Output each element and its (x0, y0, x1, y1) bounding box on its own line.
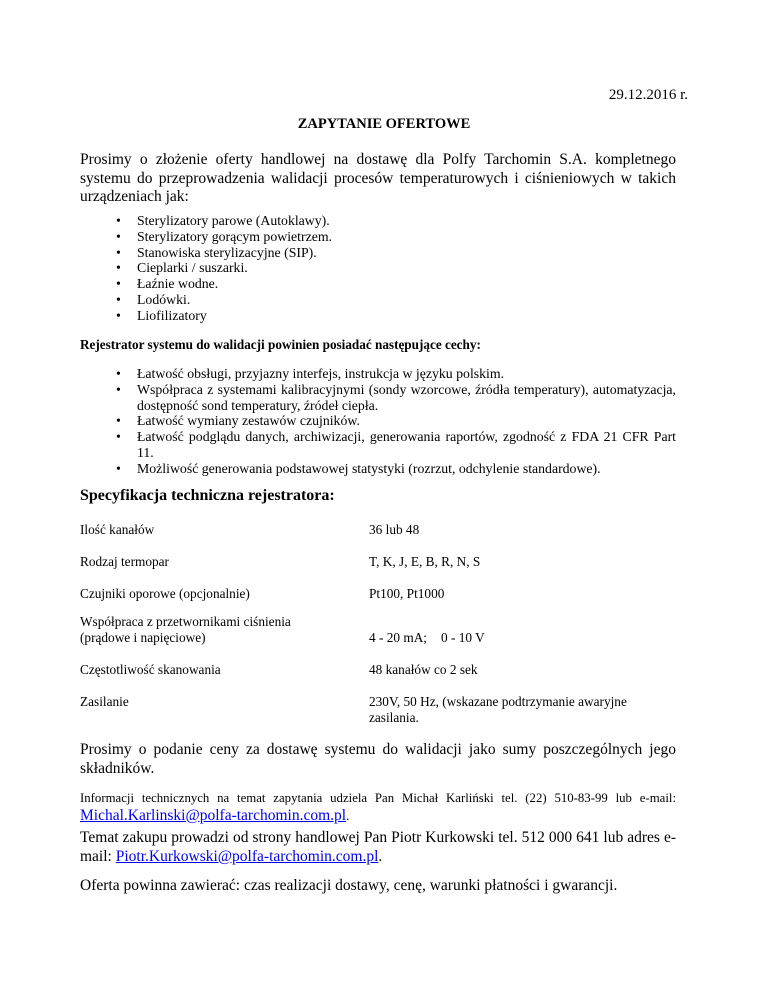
technical-contact-end: . (346, 809, 350, 823)
list-item: • Sterylizatory gorącym powietrzem. (80, 229, 676, 245)
list-item: • Łatwość wymiany zestawów czujników. (80, 413, 676, 429)
list-item: • Stanowiska sterylizacyjne (SIP). (80, 245, 676, 261)
spec-value: Pt100, Pt1000 (369, 586, 445, 601)
spec-value-voltage: 0 - 10 V (441, 630, 485, 645)
features-heading: Rejestrator systemu do walidacji powinien posiadać następujące cechy: (80, 337, 481, 352)
spec-value: 36 lub 48 (369, 522, 420, 537)
spec-label: Częstotliwość skanowania (80, 662, 221, 677)
spec-value: T, K, J, E, B, R, N, S (369, 554, 481, 569)
spec-value: 48 kanałów co 2 sek (369, 662, 478, 677)
list-item: • Lodówki. (80, 292, 676, 308)
spec-label: Ilość kanałów (80, 522, 155, 537)
technical-contact-email-link[interactable]: Michal.Karlinski@polfa-tarchomin.com.pl (80, 807, 347, 824)
list-item: • Sterylizatory parowe (Autoklawy). (80, 213, 676, 229)
list-item: • Liofilizatory (80, 308, 676, 324)
spec-value (369, 630, 699, 646)
purchase-contact-text: Temat zakupu prowadzi od strony handlowej Pan Piotr Kurkowski tel. 512 000 641 lub adres e-mail: (80, 829, 676, 865)
spec-label: Rodzaj termopar (80, 554, 169, 569)
purchase-contact-paragraph (80, 829, 676, 866)
spec-heading: Specyfikacja techniczna rejestratora: (80, 487, 335, 504)
list-item: • Cieplarki / suszarki. (80, 260, 676, 276)
list-item: • Łaźnie wodne. (80, 276, 676, 292)
intro-paragraph: Prosimy o złożenie oferty handlowej na dostawę dla Polfy Tarchomin S.A. kompletnego systemu do przeprowadzenia walidacji procesów temperaturowych i ciśnieniowych w takich urządzeniach jak: (80, 151, 676, 205)
list-item: • Łatwość obsługi, przyjazny interfejs, instrukcja w języku polskim. (80, 366, 676, 382)
technical-contact-paragraph (80, 789, 676, 825)
document-title: ZAPYTANIE OFERTOWE (297, 116, 471, 132)
features-list (80, 366, 676, 477)
spec-label: Czujniki oporowe (opcjonalnie) (80, 586, 250, 601)
spec-value-current: 4 - 20 mA; (369, 630, 427, 645)
spec-label: Zasilanie (80, 694, 129, 709)
spec-label: Współpraca z przetwornikami ciśnienia (prądowe i napięciowe) (80, 614, 291, 645)
devices-list (80, 213, 676, 324)
list-item: • Łatwość podglądu danych, archiwizacji, generowania raportów, zgodność z FDA 21 CFR Part 11. (80, 429, 676, 461)
purchase-contact-email-link[interactable]: Piotr.Kurkowski@polfa-tarchomin.com.pl (115, 847, 379, 865)
list-item: • Możliwość generowania podstawowej statystyki (rozrzut, odchylenie standardowe). (80, 461, 676, 477)
price-request-paragraph: Prosimy o podanie ceny za dostawę systemu do walidacji jako sumy poszczególnych jego składników. (80, 741, 676, 777)
spec-value: 230V, 50 Hz, (wskazane podtrzymanie awaryjne zasilania. (369, 694, 627, 725)
document-date: 29.12.2016 r. (608, 87, 688, 103)
technical-contact-text: Informacji technicznych na temat zapytania udziela Pan Michał Karliński tel. (22) 510-83-99 lub e-mail: (80, 791, 676, 805)
list-item: • Współpraca z systemami kalibracyjnymi (sondy wzorcowe, źródła temperatury), automatyzacja, dostępność sond temperatury, źródeł ciepła. (80, 382, 676, 414)
purchase-contact-end: . (378, 847, 383, 865)
offer-requirements-paragraph: Oferta powinna zawierać: czas realizacji dostawy, cenę, warunki płatności i gwarancji. (80, 877, 618, 894)
